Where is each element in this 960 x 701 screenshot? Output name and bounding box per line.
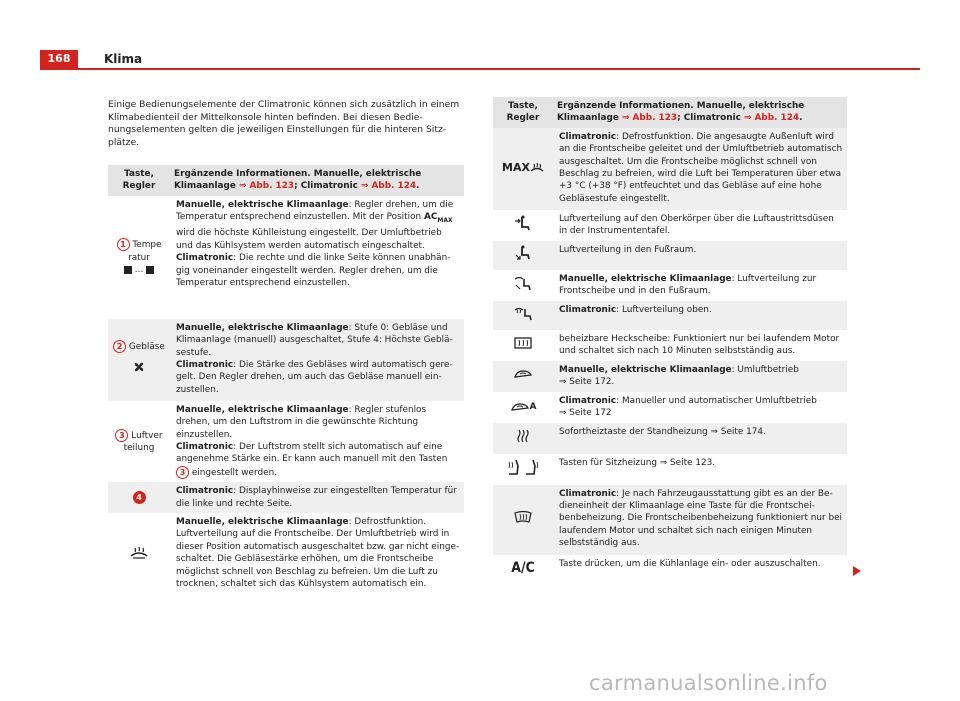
control-cell — [493, 392, 553, 423]
table-row — [493, 128, 847, 210]
info-cell: Luftverteilung in den Fußraum. — [553, 241, 847, 270]
controls-table-left — [108, 165, 464, 598]
control-cell: 1 Tempe ratur … — [108, 196, 170, 319]
temp-cold-icon — [124, 266, 132, 274]
table-row — [108, 513, 464, 598]
header-rule — [40, 68, 920, 70]
info-cell: Manuelle, elektrische Klimaanlage: Luftverteilung zur Frontscheibe und in den Fußraum. — [559, 273, 817, 297]
control-cell — [493, 485, 553, 555]
info-cell: Luftverteilung auf den Oberkörper über die Luftaustrittsdüsen in der Instrumententafel. — [559, 213, 834, 237]
column-header-info: Ergänzende Informationen. Manuelle, elektrische Klimaanlage ⇒ Abb. 123; Climatronic ⇒ Abb. 124. — [170, 165, 464, 196]
temp-warm-icon — [146, 266, 154, 274]
table-row — [493, 485, 847, 555]
column-header-control: Taste, Regler — [493, 97, 553, 128]
table-row — [493, 330, 847, 361]
table-row — [493, 270, 847, 301]
control-cell: 2 Gebläse — [108, 319, 170, 401]
info-cell: Climatronic: Defrostfunktion. Die angesaugte Außenluft wird an die Frontscheibe geleitet und der Umluftbetrieb automatisch ausgeschaltet. Um die Frontscheibe möglichst schnell von Beschlag zu befreien, wird die Luft bei Temperaturen über etwa +3 °C (+38 °F) entfeuchtet und das Gebläse auf eine hohe Gebläsestufe eingestellt. — [553, 128, 847, 210]
fig-link[interactable]: ⇒ Abb. 124 — [361, 181, 417, 192]
windshield-heating-icon — [514, 510, 532, 524]
table-row — [493, 301, 847, 330]
control-cell — [108, 513, 170, 598]
table-row — [108, 196, 464, 319]
control-cell — [493, 454, 553, 485]
info-cell: Manuelle, elektrische Klimaanlage: Defrostfunktion. Luftverteilung auf die Frontscheibe. Der Umluftbetrieb wird in dieser Position automatisch ausgeschaltet bzw. gar nicht eingeschaltet. Die Gebläsestärke erhöhen, um die Frontscheibe möglichst schnell von Beschlag zu befreien. Um die Luft zu trocknen, schaltet sich das Kühlsystem automatisch ein. — [176, 517, 460, 590]
chapter-title: Klima — [104, 52, 143, 66]
table-row — [493, 423, 847, 454]
table-row — [108, 319, 464, 401]
recirculation-icon — [513, 368, 533, 380]
control-cell — [493, 361, 553, 392]
control-cell: 3 Luftver teilung — [108, 401, 170, 482]
continue-arrow-icon — [853, 566, 861, 576]
info-cell: Climatronic: Luftverteilung oben. — [553, 301, 847, 330]
watermark: carmanualsonline.info — [589, 671, 828, 695]
controls-table-right — [493, 97, 847, 584]
control-cell — [493, 128, 553, 210]
control-cell — [493, 330, 553, 361]
air-upper-body-icon — [514, 215, 532, 231]
info-cell: Climatronic: Displayhinweise zur eingestellten Temperatur für die linke und rechte Seite. — [170, 482, 464, 513]
air-top-icon — [513, 305, 533, 321]
control-cell — [493, 270, 553, 301]
control-cell — [493, 301, 553, 330]
column-header-control: Taste, Regler — [108, 165, 170, 196]
table-row — [108, 401, 464, 482]
callout-number: 3 — [115, 429, 128, 442]
info-cell: Manuelle, elektrische Klimaanlage: Regler drehen, um die Temperatur entsprechend einzustellen. Mit der Position $AC_{MAX}$ wird die höchste Kühlleistung eingestellt. Der Umluftbetrieb und das Kühlsystem werden automatisch eingeschaltet. Climatronic: Die rechte und die linke Seite können unabhängig voneinander eingestellt werden. Regler drehen, um die Temperatur entsprechend einzustellen. — [176, 199, 454, 289]
callout-number: 2 — [113, 340, 126, 353]
windshield-defrost-icon — [130, 546, 148, 560]
info-cell: Manuelle, elektrische Klimaanlage: Regler stufenlos drehen, um den Luftstrom in die gewünschte Richtung einzustellen. Climatronic: Der Luftstrom stellt sich automatisch auf eine angenehme Stärke ein. Er kann auch manuell mit den Tasten 3 eingestellt werden. — [176, 404, 448, 478]
info-cell: Tasten für Sitzheizung ⇒ Seite 123. — [559, 457, 716, 468]
table-row — [493, 555, 847, 584]
control-cell — [493, 210, 553, 241]
page-number: 168 — [40, 50, 78, 68]
page-header — [40, 50, 920, 68]
fig-link[interactable]: ⇒ Abb. 124 — [744, 113, 800, 124]
intro-paragraph: Einige Bedienungselemente der Climatronic können sich zusätzlich in einem Klimabedienteil der Mittelkonsole hinten befinden. Bei diesen Bedienungselementen gelten die jeweiligen Einstellungen für die hinteren Sitzplätze. — [108, 99, 460, 148]
fig-link[interactable]: ⇒ Abb. 123 — [239, 181, 295, 192]
air-footwell-icon — [514, 245, 532, 261]
rear-window-heating-icon — [514, 336, 532, 350]
table-row — [493, 392, 847, 423]
info-cell: Climatronic: Manueller und automatischer Umluftbetrieb ⇒ Seite 172 — [559, 395, 817, 419]
ac-icon: A/C — [511, 559, 535, 576]
table-row — [108, 482, 464, 513]
table-header-row — [493, 97, 847, 128]
info-cell: Manuelle, elektrische Klimaanlage: Umluftbetrieb ⇒ Seite 172. — [553, 361, 847, 392]
callout-number-ref: 3 — [176, 466, 189, 479]
column-header-info: Ergänzende Informationen. Manuelle, elektrische Klimaanlage ⇒ Abb. 123; Climatronic ⇒ Abb. 124. — [553, 97, 847, 128]
seat-heating-icon — [506, 458, 540, 476]
fan-icon — [131, 359, 147, 375]
control-cell — [493, 423, 553, 454]
table-row — [493, 210, 847, 241]
info-cell: Sofortheiztaste der Standheizung ⇒ Seite 174. — [553, 423, 847, 454]
info-cell: Climatronic: Je nach Fahrzeugausstattung gibt es an der Bedieneinheit der Klimaanlage eine Taste für die Frontscheibenbeheizung. Die Frontscheibenbeheizung funktioniert nur bei laufendem Motor und schaltet sich nach einigen Minuten selbstständig aus. — [553, 485, 847, 555]
table-row — [493, 454, 847, 485]
control-cell — [493, 241, 553, 270]
fig-link[interactable]: ⇒ Abb. 123 — [622, 113, 678, 124]
control-cell — [493, 555, 553, 584]
info-cell: Taste drücken, um die Kühlanlage ein- oder auszuschalten. — [559, 558, 821, 569]
table-header-row — [108, 165, 464, 196]
info-cell: beheizbare Heckscheibe: Funktioniert nur bei laufendem Motor und schaltet sich nach 10 Minuten selbstständig aus. — [559, 333, 840, 357]
air-windshield-footwell-icon — [513, 275, 533, 291]
callout-number: 1 — [117, 238, 130, 251]
table-row — [493, 241, 847, 270]
auxiliary-heating-icon — [515, 428, 531, 444]
control-cell — [108, 482, 170, 513]
table-row — [493, 361, 847, 392]
info-cell: Manuelle, elektrische Klimaanlage: Stufe 0: Gebläse und Klimaanlage (manuell) ausgeschaltet, Stufe 4: Höchste Gebläsestufe. Climatronic: Die Stärke des Gebläses wird automatisch geregelt. Den Regler drehen, um auch das Gebläse manuell einzustellen. — [170, 319, 464, 401]
callout-number: 4 — [133, 491, 146, 504]
auto-recirculation-icon: A — [510, 402, 537, 412]
max-defrost-icon: MAX — [502, 161, 544, 174]
